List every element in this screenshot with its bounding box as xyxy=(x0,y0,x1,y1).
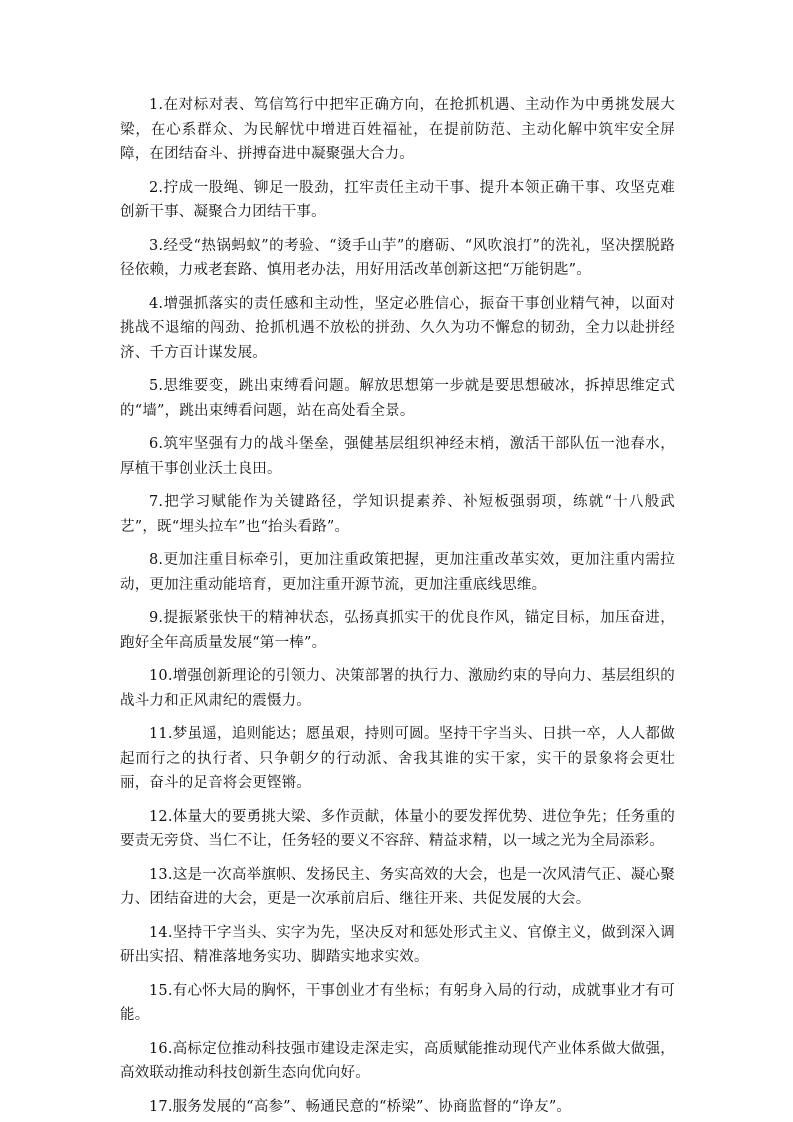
paragraph-6: 6.筑牢坚强有力的战斗堡垒，强健基层组织神经末梢，激活干部队伍一池春水，厚植干事创业沃土良田。 xyxy=(120,436,675,477)
paragraph-8: 8.更加注重目标牵引，更加注重政策把握，更加注重改革实效，更加注重内需拉动，更加注重动能培育，更加注重开源节流，更加注重底线思维。 xyxy=(120,552,675,593)
paragraph-3: 3.经受“热锅蚂蚁”的考验、“烫手山芋”的磨砺、“风吹浪打”的洗礼，坚决摆脱路径依赖，力戒老套路、慎用老办法，用好用活改革创新这把“万能钥匙”。 xyxy=(120,237,675,278)
paragraph-5: 5.思维要变，跳出束缚看问题。解放思想第一步就是要思想破冰，拆掉思维定式的“墙”，跳出束缚看问题，站在高处看全景。 xyxy=(120,378,675,419)
paragraph-10: 10.增强创新理论的引领力、决策部署的执行力、激励约束的导向力、基层组织的战斗力和正风肃纪的震慑力。 xyxy=(120,668,675,709)
paragraph-12: 12.体量大的要勇挑大梁、多作贡献，体量小的要发挥优势、进位争先；任务重的要责无旁贷、当仁不让，任务轻的要义不容辞、精益求精，以一域之光为全局添彩。 xyxy=(120,808,675,849)
paragraph-17: 17.服务发展的“高参”、畅通民意的“桥梁”、协商监督的“诤友”。 xyxy=(149,1098,572,1115)
paragraph-14: 14.坚持干字当头、实字为先，坚决反对和惩处形式主义、官僚主义，做到深入调研出实招、精准落地务实功、脚踏实地求实效。 xyxy=(120,924,675,965)
paragraph-16: 16.高标定位推动科技强市建设走深走实，高质赋能推动现代产业体系做大做强，高效联动推动科技创新生态向优向好。 xyxy=(120,1040,675,1081)
paragraph-7: 7.把学习赋能作为关键路径，学知识提素养、补短板强弱项，练就“十八般武艺”，既“埋头拉车”也“抬头看路”。 xyxy=(120,494,675,535)
paragraph-15: 15.有心怀大局的胸怀，干事创业才有坐标；有躬身入局的行动，成就事业才有可能。 xyxy=(120,982,675,1023)
paragraph-11: 11.梦虽遥，追则能达；愿虽艰，持则可圆。坚持干字当头、日拱一卒，人人都做起而行之的执行者、只争朝夕的行动派、舍我其谁的实干家，实干的景象将会更壮丽，奋斗的足音将会更铿锵。 xyxy=(120,726,675,791)
paragraph-13: 13.这是一次高举旗帜、发扬民主、务实高效的大会，也是一次风清气正、凝心聚力、团结奋进的大会，更是一次承前启后、继往开来、共促发展的大会。 xyxy=(120,866,675,907)
paragraph-2: 2.拧成一股绳、铆足一股劲，扛牢责任主动干事、提升本领正确干事、攻坚克难创新干事、凝聚合力团结干事。 xyxy=(120,179,675,220)
paragraph-1: 1.在对标对表、笃信笃行中把牢正确方向，在抢抓机遇、主动作为中勇挑发展大梁，在心系群众、为民解忧中增进百姓福祉，在提前防范、主动化解中筑牢安全屏障，在团结奋斗、拼搏奋进中凝聚强大合力。 xyxy=(120,97,675,162)
paragraph-4: 4.增强抓落实的责任感和主动性，坚定必胜信心，振奋干事创业精气神，以面对挑战不退缩的闯劲、抢抓机遇不放松的拼劲、久久为功不懈怠的韧劲，全力以赴拼经济、千方百计谋发展。 xyxy=(120,295,675,361)
paragraph-9: 9.提振紧张快干的精神状态，弘扬真抓实干的优良作风，锚定目标，加压奋进，跑好全年高质量发展“第一棒”。 xyxy=(120,610,675,651)
